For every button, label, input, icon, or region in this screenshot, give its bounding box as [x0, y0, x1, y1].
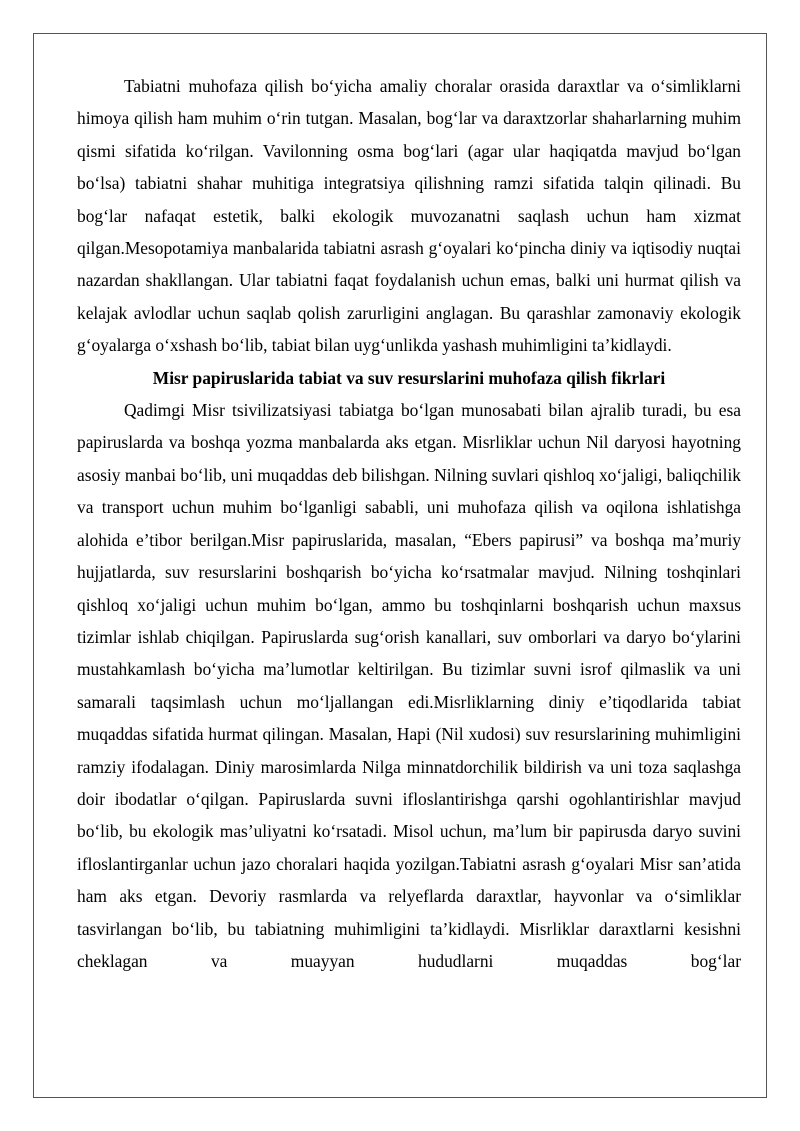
paragraph-1: Tabiatni muhofaza qilish bo‘yicha amaliy choralar orasida daraxtlar va o‘simliklarni himoya qilish ham muhim o‘rin tutgan. Masalan, bog‘lar va daraxtzorlar shaharlarning muhim qismi sifatida ko‘rilgan. Vavilonning osma bog‘lari (agar ular haqiqatda mavjud bo‘lgan bo‘lsa) tabiatni shahar muhitiga integratsiya qilishning ramzi sifatida talqin qilinadi. Bu bog‘lar nafaqat estetik, balki ekologik muvozanatni saqlash uchun ham xizmat qilgan.Mesopotamiya manbalarida tabiatni asrash g‘oyalari ko‘pincha diniy va iqtisodiy nuqtai nazardan shakllangan. Ular tabiatni faqat foydalanish uchun emas, balki uni hurmat qilish va kelajak avlodlar uchun saqlab qolish zarurligini anglagan. Bu qarashlar zamonaviy ekologik g‘oyalarga o‘xshash bo‘lib, tabiat bilan uyg‘unlikda yashash muhimligini ta’kidlaydi. — [77, 76, 741, 356]
paragraph-2: Qadimgi Misr tsivilizatsiyasi tabiatga bo‘lgan munosabati bilan ajralib turadi, bu esa papiruslarda va boshqa yozma manbalarda aks etgan. Misrliklar uchun Nil daryosi hayotning asosiy manbai bo‘lib, uni muqaddas deb bilishgan. Nilning suvlari qishloq xo‘jaligi, baliqchilik va transport uchun muhim bo‘lganligi sababli, uni muhofaza qilish va oqilona ishlatishga alohida e’tibor berilgan.Misr papiruslarida, masalan, “Ebers papirusi” va boshqa ma’muriy hujjatlarda, suv resurslarini boshqarish bo‘yicha ko‘rsatmalar mavjud. Nilning toshqinlari qishloq xo‘jaligi uchun muhim bo‘lgan, ammo bu toshqinlarni boshqarish uchun maxsus tizimlar ishlab chiqilgan. Papiruslarda sug‘orish kanallari, suv omborlari va daryo bo‘ylarini mustahkamlash bo‘yicha ma’lumotlar keltirilgan. Bu tizimlar suvni isrof qilmaslik va uni samarali taqsimlash uchun mo‘ljallangan edi.Misrliklarning diniy e’tiqodlarida tabiat muqaddas sifatida hurmat qilingan. Masalan, Hapi (Nil xudosi) suv resurslarining muhimligini ramziy ifodalagan. Diniy marosimlarda Nilga minnatdorchilik bildirish va uni toza saqlashga doir ibodatlar o‘qilgan. Papiruslarda suvni ifloslantirishga qarshi ogohlantirishlar mavjud bo‘lib, bu ekologik mas’uliyatni ko‘rsatadi. Misol uchun, ma’lum bir papirusda daryo suvini ifloslantirganlar uchun jazo choralari haqida yozilgan.Tabiatni asrash g‘oyalari Misr san’atida ham aks etgan. Devoriy rasmlarda va relyeflarda daraxtlar, hayvonlar va o‘simliklar tasvirlangan bo‘lib, bu tabiatning muhimligini ta’kidlaydi. Misrliklar daraxtlarni kesishni cheklagan va muayyan hududlarni muqaddas bog‘lar — [77, 400, 741, 971]
document-body — [77, 70, 741, 977]
section-heading: Misr papiruslarida tabiat va suv resurslarini muhofaza qilish fikrlari — [152, 367, 666, 388]
